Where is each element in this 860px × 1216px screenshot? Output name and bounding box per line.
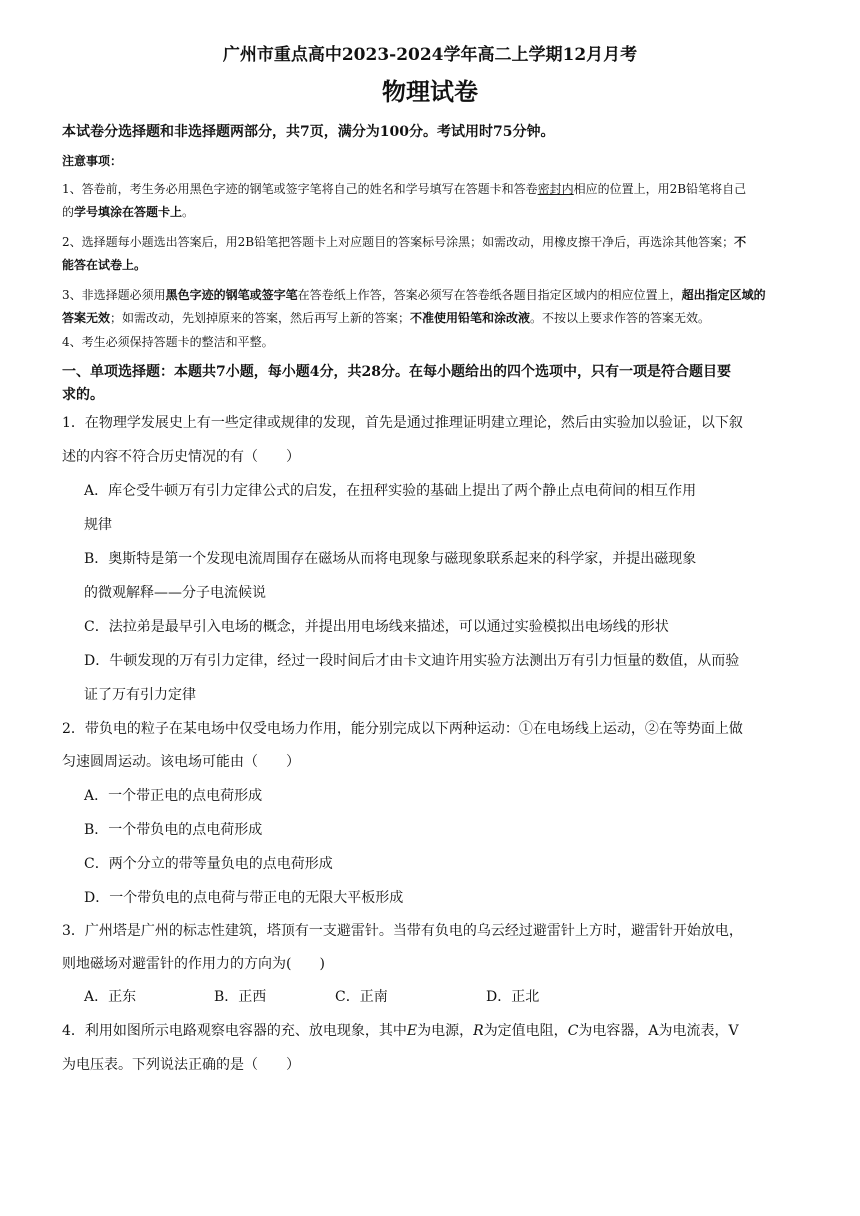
notice-text: 1、答卷前，考生务必用黑色字迹的钢笔或签字笔将自己的姓名和学号填写在答题卡和答卷	[62, 182, 538, 196]
notice-bold: 答案无效	[62, 311, 111, 325]
notice-text: 在答卷纸上作答，答案必须写在答卷纸各题目指定区域内的相应位置上，	[297, 288, 682, 302]
notice-bold: 不准使用铅笔和涂改液	[410, 311, 531, 325]
notice-item-2	[62, 233, 802, 250]
q2-option-d: D．一个带负电的点电荷与带正电的无限大平板形成	[84, 890, 404, 906]
q3-stem-cont: 则地磁场对避雷针的作用力的方向为( )	[62, 956, 325, 972]
q3-stem: 3．广州塔是广州的标志性建筑，塔顶有一支避雷针。当带有负电的乌云经过避雷针上方时，避雷针开始放电，	[62, 923, 743, 939]
notice-text: 。	[182, 205, 195, 219]
q1-option-c: C．法拉弟是最早引入电场的概念，并提出用电场线来描述，可以通过实验模拟出电场线的形状	[84, 619, 669, 635]
notice-bold: 学号填涂在答题卡上	[74, 205, 183, 219]
q2-option-b: B．一个带负电的点电荷形成	[84, 822, 263, 838]
q1-stem: 1．在物理学发展史上有一些定律或规律的发现，首先是通过推理证明建立理论，然后由实验加以验证，以下叙	[62, 415, 743, 431]
notice-text: 的	[62, 205, 75, 219]
q1-option-a: A．库仑受牛顿万有引力定律公式的启发，在扭秤实验的基础上提出了两个静止点电荷间的相互作用	[84, 483, 697, 499]
notice-bold: 不	[734, 235, 747, 249]
q2-option-a: A．一个带正电的点电荷形成	[84, 788, 263, 804]
q1-option-d: D．牛顿发现的万有引力定律，经过一段时间后才由卡文迪许用实验方法测出万有引力恒量的数值，从而验	[84, 653, 740, 669]
notice-bold: 超出指定区域的	[681, 288, 766, 302]
q2-stem-cont: 匀速圆周运动。该电场可能由（ ）	[62, 754, 300, 770]
notice-bold: 黑色字迹的钢笔或签字笔	[165, 288, 298, 302]
q4-text: 4．利用如图所示电路观察电容器的充、放电现象，其中	[62, 1023, 407, 1039]
q3-option-b: B．正西	[214, 989, 267, 1005]
q4-text: 为定值电阻，	[483, 1023, 568, 1039]
exam-intro: 本试卷分选择题和非选择题两部分，共7页，满分为100分。考试用时75分钟。	[62, 124, 555, 140]
notice-item-2-cont: 能答在试卷上。	[62, 258, 147, 272]
notice-text: 相应的位置上，用2B铅笔将自己	[573, 182, 747, 196]
q1-stem-cont: 述的内容不符合历史情况的有（ ）	[62, 449, 300, 465]
exam-title: 广州市重点高中2023-2024学年高二上学期12月月考	[222, 45, 638, 65]
notice-heading: 注意事项：	[62, 154, 123, 168]
subject-title: 物理试卷	[382, 77, 478, 106]
q3-option-d: D．正北	[486, 989, 540, 1005]
q4-text: 为电源，	[417, 1023, 474, 1039]
section-heading-cont: 求的。	[62, 387, 104, 403]
notice-item-1-cont	[62, 203, 802, 220]
notice-item-3	[62, 286, 802, 303]
q4-stem	[62, 1020, 802, 1040]
notice-item-3-cont	[62, 309, 802, 326]
q4-stem-cont: 为电压表。下列说法正确的是（ ）	[62, 1057, 300, 1073]
notice-text: 3、非选择题必须用	[62, 288, 166, 302]
notice-item-1	[62, 180, 802, 197]
q1-option-a-cont: 规律	[84, 517, 112, 533]
q1-option-d-cont: 证了万有引力定律	[84, 687, 196, 703]
notice-text: 。不按以上要求作答的答案无效。	[530, 311, 711, 325]
notice-text: ；如需改动，先划掉原来的答案，然后再写上新的答案；	[110, 311, 411, 325]
q1-option-b-cont: 的微观解释——分子电流候说	[84, 585, 266, 601]
q4-var-r: R	[473, 1023, 484, 1039]
q1-option-b: B．奥斯特是第一个发现电流周围存在磁场从而将电现象与磁现象联系起来的科学家，并提出磁现象	[84, 551, 697, 567]
notice-item-4: 4、考生必须保持答题卡的整洁和平整。	[62, 335, 274, 349]
notice-underline: 密封内	[537, 182, 574, 196]
q2-stem: 2．带负电的粒子在某电场中仅受电场力作用，能分别完成以下两种运动：①在电场线上运动，②在等势面上做	[62, 721, 743, 737]
q2-option-c: C．两个分立的带等量负电的点电荷形成	[84, 856, 333, 872]
q4-var-c: C	[567, 1023, 579, 1039]
section-heading: 一、单项选择题：本题共7小题，每小题4分，共28分。在每小题给出的四个选项中，只有一项是符合题目要	[62, 364, 731, 380]
q4-text: 为电容器，A为电流表，V	[578, 1023, 739, 1039]
notice-text: 2、选择题每小题选出答案后，用2B铅笔把答题卡上对应题目的答案标号涂黑；如需改动，用橡皮擦干净后，再选涂其他答案；	[62, 235, 735, 249]
q3-option-a: A．正东	[84, 989, 137, 1005]
q3-option-c: C．正南	[335, 989, 388, 1005]
q4-var-e: E	[406, 1023, 418, 1039]
